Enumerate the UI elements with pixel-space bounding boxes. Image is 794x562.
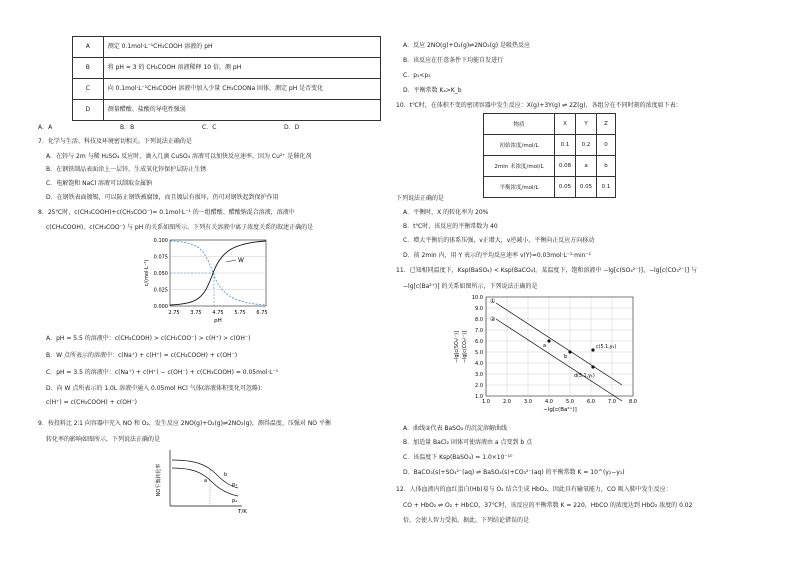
curve-2 bbox=[496, 319, 622, 401]
y-tick: 2.0 bbox=[475, 383, 483, 389]
y-tick: 9.0 bbox=[475, 306, 483, 312]
point-b bbox=[568, 350, 571, 353]
x-axis-label: pH bbox=[214, 318, 222, 324]
answer-option-b[interactable]: B．B bbox=[120, 124, 135, 131]
question-stem-cont: −lg[c(Ba²⁺)] 的关系如图所示，下列说法正确的是 bbox=[403, 283, 538, 290]
y-tick: 6.0 bbox=[475, 339, 483, 345]
cell: 0.2 bbox=[576, 135, 597, 156]
cell: a bbox=[576, 156, 597, 177]
cell: 0.1 bbox=[555, 135, 576, 156]
option-key: C bbox=[73, 79, 104, 100]
x-ticks bbox=[168, 310, 267, 316]
answer-option-d[interactable]: D．在钢铁表面镀锡，可以防止钢铁被腐蚀，而且镀层有损坏，仍可对钢铁起到保护作用 bbox=[46, 194, 279, 201]
x-tick: 6.75 bbox=[256, 310, 268, 316]
point-b-label: b bbox=[224, 472, 228, 478]
point-c-label: c(5.1,y₂) bbox=[596, 345, 617, 350]
answer-option-b[interactable]: B．在钢铁制品表面涂上一层锌，生成氧化锌保护层防止生锈 bbox=[46, 166, 207, 173]
option-text: 测定 0.1mol·L⁻¹CH₃COOH 溶液的 pH bbox=[103, 37, 380, 58]
x-tick: 8.0 bbox=[629, 399, 637, 405]
point-a bbox=[547, 339, 550, 342]
question-stem-cont-2: 倍，会使人智力受损。据此，下列结论错误的是 bbox=[403, 517, 530, 524]
cell: 0.05 bbox=[576, 177, 597, 198]
table-row bbox=[484, 177, 616, 198]
answer-option-a[interactable]: A．pH = 5.5 的溶液中：c(CH₃COOH) > c(CH₃COO⁻) > c(H⁺) > c(OH⁻) bbox=[46, 335, 251, 342]
x-tick: 7.0 bbox=[608, 399, 616, 405]
option-text: 测量醋酸、盐酸的导电性强弱 bbox=[103, 100, 380, 121]
table-header-row bbox=[484, 114, 616, 135]
option-key: D bbox=[73, 100, 104, 121]
answer-option-d[interactable]: D．向 W 点所表示的 1.0L 溶液中通入 0.05mol HCl 气体(溶液体积变化可忽略)： bbox=[46, 385, 267, 392]
p2-label: p₂ bbox=[232, 498, 238, 504]
q11-solubility-chart bbox=[450, 292, 650, 412]
x-tick: 5.0 bbox=[566, 399, 574, 405]
y-tick: 4.0 bbox=[475, 361, 483, 367]
point-a-label: a bbox=[204, 478, 208, 484]
answer-option-a[interactable]: A．A bbox=[38, 124, 53, 131]
answer-option-a[interactable]: A．反应 2NO(g)+O₂(g)⇌2NO₂(g) 是吸热反应 bbox=[403, 42, 531, 49]
x-tick: 6.0 bbox=[587, 399, 595, 405]
x-tick: 3.0 bbox=[524, 399, 532, 405]
y-tick: 10.0 bbox=[471, 295, 483, 301]
y-tick: 3.0 bbox=[475, 372, 483, 378]
answer-option-d-cont: c(H⁺) = c(CH₃COOH) + c(OH⁻) bbox=[46, 399, 137, 406]
cell: b bbox=[597, 156, 616, 177]
answer-option-b[interactable]: B．加适量 BaCl₂ 固体可使溶液由 a 点变到 b 点 bbox=[403, 439, 533, 446]
row-label: 初始浓度/mol/L bbox=[484, 135, 555, 156]
answer-option-c[interactable]: C．p₁<p₂ bbox=[403, 72, 431, 79]
x-tick: 2.0 bbox=[503, 399, 511, 405]
y-tick: 0.050 bbox=[153, 271, 168, 277]
point-b-label: b bbox=[564, 354, 568, 360]
point-d bbox=[591, 365, 594, 368]
q9-no-conversion-chart bbox=[150, 446, 250, 516]
question-stem: 12．人体血液内的血红蛋白(Hb)易与 O₂ 结合生成 HbO₂，因此具有输氧能力，CO 吸入肺中发生反应： bbox=[396, 486, 672, 493]
answer-option-c[interactable]: C．C bbox=[202, 124, 217, 131]
table-row bbox=[484, 156, 616, 177]
y-axis-label: c/(mol·L⁻¹) bbox=[144, 259, 150, 287]
y-tick: 0.025 bbox=[153, 287, 168, 294]
y-tick: 5.0 bbox=[475, 350, 483, 356]
option-key: A bbox=[73, 37, 104, 58]
y-tick: 1.0 bbox=[475, 394, 483, 400]
row-label: 平衡浓度/mol/L bbox=[484, 177, 555, 198]
header-cell: Z bbox=[597, 114, 616, 135]
y-ticks bbox=[472, 295, 483, 400]
answer-option-c[interactable]: C．增大平衡后的体系压强，v正增大，v逆减小，平衡向正反应方向移动 bbox=[403, 237, 595, 244]
question-stem: 9．按投料比 2∶1 向容器中充入 NO 和 O₂，发生反应 2NO(g)+O₂(g)⇌2NO₂(g)，测得温度、压强对 NO 平衡 bbox=[38, 420, 331, 427]
question-stem: 8．25℃时，c(CH₃COOH)+c(CH₃COO⁻)= 0.1mol·L⁻¹ 的一组醋酸、醋酸钠混合溶液，溶液中 bbox=[38, 209, 295, 216]
cell: 0.05 bbox=[555, 177, 576, 198]
answer-option-d[interactable]: D．D bbox=[284, 124, 300, 131]
y-tick: 0.100 bbox=[153, 238, 168, 244]
x-axis-label: T/K bbox=[238, 509, 247, 515]
header-cell: Y bbox=[576, 114, 597, 135]
curve-2-label: ② bbox=[490, 316, 496, 323]
answer-option-b[interactable]: B．t℃时，该反应的平衡常数为 40 bbox=[403, 223, 498, 230]
y-ticks bbox=[154, 238, 168, 310]
curve-1 bbox=[496, 303, 622, 385]
y-axis-label: −lg[c(SO₄²⁻)] bbox=[455, 331, 460, 363]
x-tick: 5.75 bbox=[234, 310, 246, 316]
x-tick: 2.75 bbox=[168, 310, 180, 316]
question-stem: 11．已知相同温度下，Ksp(BaSO₄) < Ksp(BaCO₃)。某温度下，饱和溶液中 −lg[c(SO₄²⁻)]、−lg[c(CO₃²⁻)] 与 bbox=[396, 267, 697, 274]
question-stem: 10．t℃时，在体积不变的密闭容器中发生反应：X(g)+3Y(g) ⇌ 2Z(g)，各组分在不同时刻的浓度如下表： bbox=[396, 102, 682, 109]
curve-1-label: ① bbox=[490, 298, 496, 305]
x-tick: 4.0 bbox=[545, 399, 553, 405]
answer-option-d[interactable]: D．平衡常数 Kₐ>K_b bbox=[403, 87, 462, 94]
table-row bbox=[73, 37, 381, 58]
x-tick: 3.75 bbox=[190, 310, 202, 316]
y-tick: 0.075 bbox=[153, 254, 168, 261]
x-tick: 4.75 bbox=[212, 310, 224, 316]
y-tick: 8.0 bbox=[475, 317, 483, 323]
x-ticks bbox=[482, 399, 637, 405]
table-row bbox=[73, 79, 381, 100]
y-tick: 7.0 bbox=[475, 328, 483, 334]
question-stem-cont: 转化率的影响如图所示，下列说法正确的是 bbox=[46, 436, 161, 443]
header-cell: X bbox=[555, 114, 576, 135]
question-stem: 7．化学与生活、科技及环境密切相关。下列说法正确的是 bbox=[38, 138, 192, 145]
x-axis-label: −lg[c(Ba²⁺)] bbox=[543, 407, 577, 412]
point-c bbox=[591, 348, 594, 351]
answer-option-d[interactable]: D．BaCO₃(s)+SO₄²⁻(aq) ⇌ BaSO₄(s)+CO₃²⁻(aq) 的平衡常数 K = 10^(y₂−y₁) bbox=[403, 469, 625, 476]
answer-option-c[interactable]: C．该温度下 Ksp(BaSO₄) = 1.0×10⁻¹⁰ bbox=[403, 454, 513, 461]
cell: 0.08 bbox=[555, 156, 576, 177]
header-cell: 物质 bbox=[484, 114, 555, 135]
option-text: 将 pH = 3 的 CH₃COOH 溶液稀释 10 倍，测 pH bbox=[103, 58, 380, 79]
question-stem-cont: c(CH₃COOH)、c(CH₃COO⁻) 与 pH 的关系如图所示。下列有关溶液中离子浓度关系的叙述正确的是 bbox=[46, 224, 314, 231]
y-axis-label-2: −lg[c(CO₃²⁻)] bbox=[463, 330, 468, 364]
w-leader-line bbox=[226, 260, 236, 262]
q10-concentration-table bbox=[483, 113, 616, 198]
option-key: B bbox=[73, 58, 104, 79]
table-row bbox=[73, 100, 381, 121]
answer-option-b[interactable]: B．W 点所表示的溶液中：c(Na⁺) + c(H⁺) = c(CH₃COOH) + c(OH⁻) bbox=[46, 352, 238, 359]
point-a-label: a bbox=[543, 343, 547, 349]
point-d-label: d(5.1,y₁) bbox=[574, 374, 595, 379]
answer-option-a[interactable]: A．平衡时，X 的转化率为 20% bbox=[403, 209, 489, 216]
q6-options-table bbox=[72, 36, 381, 121]
answer-option-c[interactable]: C．pH = 3.5 的溶液中：c(Na⁺) + c(H⁺) − c(OH⁻) + c(CH₃COOH) = 0.05mol·L⁻¹ bbox=[46, 369, 279, 376]
x-tick: 1.0 bbox=[482, 399, 490, 405]
cell: 0.1 bbox=[597, 177, 616, 198]
table-row bbox=[484, 135, 616, 156]
answer-option-a[interactable]: A．在锌与 2m 与稀 H₂SO₄ 反应时，滴入几滴 CuSO₄ 溶液可以加快反应速率，因为 Cu²⁺ 是催化剂 bbox=[46, 153, 312, 160]
option-text: 向 0.1mol·L⁻¹CH₃COOH 溶液中加入少量 CH₃COONa 固体，测定 pH 是否变化 bbox=[103, 79, 380, 100]
cell: 0 bbox=[597, 135, 616, 156]
y-tick: 0.000 bbox=[153, 304, 168, 310]
answer-option-a[interactable]: A．曲线②代表 BaSO₄ 的沉淀溶解曲线 bbox=[403, 425, 508, 432]
row-label: 2min 末浓度/mol/L bbox=[484, 156, 555, 177]
w-point-label: W bbox=[238, 257, 244, 264]
answer-option-d[interactable]: D．前 2min 内，用 Y 表示的平均反应速率 v(Y)=0.03mol·L⁻¹·min⁻¹ bbox=[403, 252, 592, 259]
options-lead: 下列说法正确的是 bbox=[396, 195, 445, 202]
y-axis-label: NO平衡转化率 bbox=[156, 463, 162, 497]
answer-option-c[interactable]: C．电解饱和 NaCl 溶液可以制取金属钠 bbox=[46, 180, 153, 187]
answer-option-b[interactable]: B．该反应在任意条件下均能自发进行 bbox=[403, 57, 504, 64]
question-stem-cont: CO + HbO₂ ⇌ O₂ + HbCO，37℃时，该反应的平衡常数 K = 220，HbCO 的浓度达到 HbO₂ 浓度的 0.02 bbox=[403, 502, 693, 509]
q8-concentration-chart bbox=[140, 234, 280, 326]
table-row bbox=[73, 58, 381, 79]
p1-label: p₁ bbox=[232, 482, 238, 488]
